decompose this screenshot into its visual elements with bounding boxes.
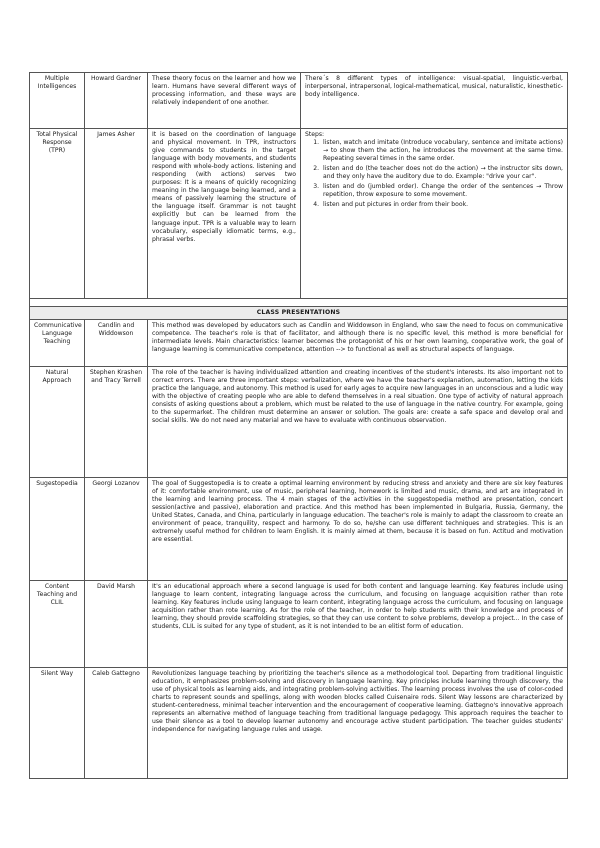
method-name: Natural Approach (30, 367, 85, 478)
method-author: Howard Gardner (85, 73, 148, 129)
steps-label: Steps: (305, 131, 325, 138)
method-name: Communicative Language Teaching (30, 320, 85, 367)
method-description: The role of the teacher is having individualized attention and creating incentives of the student's interests. Its also important not to correct errors. There are three important steps: verbalization, where we have the teacher's explanation, automation, letting the kids practice the language, and autonomy. This method is used for early ages to acquire new languages in an unconscious and a ludic way with the objective of creating people who are able to defend themselves in a real situation. One type of activity of natural approach consists of asking questions about a problem, which must be related to the use of language in the native country. For example, going to the supermarket. The children must determine an answer or solution. The goals are: create a safe space and develop oral and social skills. We do not need any material and we have to evaluate with continuous observation. (148, 367, 568, 478)
method-author: Candlin and Widdowson (85, 320, 148, 367)
method-name: Content Teaching and CLIL (30, 581, 85, 668)
method-notes: There´s 8 different types of intelligence: visual-spatial, linguistic-verbal, interpersonal, intrapersonal, logical-mathematical, musical, naturalistic, kinesthetic-body intelligence. (301, 73, 568, 129)
table-row (30, 73, 568, 129)
table-row (30, 367, 568, 478)
method-name: Silent Way (30, 668, 85, 779)
method-steps (301, 129, 568, 299)
method-name: Sugestopedia (30, 478, 85, 581)
list-item: 1. listen, watch and imitate (Introduce vocabulary, sentence and imitate actions) → to show them the action, he introduces the movement at the same time. Repeating several times in the same order. (321, 139, 563, 163)
spacer-cell (30, 299, 568, 307)
method-author: Caleb Gattegno (85, 668, 148, 779)
section-row (30, 307, 568, 320)
method-description: It is based on the coordination of language and physical movement. In TPR, instructors give commands to students in the target language with body movements, and students respond with whole-body actions. listening and responding (with actions) serves two purposes: It is a means of quickly recognizing meaning in the language being learned, and a means of passively learning the structure of the language itself. Grammar is not taught explicitly but can be learned from the language input. TPR is a valuable way to learn vocabulary, especially idiomatic terms, e.g., phrasal verbs. (148, 129, 301, 299)
method-author: Georgi Lozanov (85, 478, 148, 581)
spacer-row (30, 299, 568, 307)
table-row (30, 320, 568, 367)
steps-list (305, 139, 563, 209)
table-row (30, 668, 568, 779)
list-item: 4. listen and put pictures in order from their book. (321, 201, 563, 209)
method-author: James Asher (85, 129, 148, 299)
list-item: 2. listen and do (the teacher does not do the action) → the instructor sits down, and they only have the auditory due to do. Example: "drive your car". (321, 165, 563, 181)
method-description: This method was developed by educators such as Candlin and Widdowson in England, who saw the need to focus on communicative competence. The teacher's role is that of facilitator, and although there is no specific level, this method is more beneficial for intermediate levels. Main characteristics: learner becomes the protagonist of his or her own learning, cooperative work, the goal of language learning is communicative competence, attention --> to functional as well as structural aspects of language. (148, 320, 568, 367)
method-name: Total Physical Response (TPR) (30, 129, 85, 299)
method-description: Revolutionizes language teaching by prioritizing the teacher's silence as a methodological tool. Departing from traditional linguistic education, it emphasizes problem-solving and discovery in language learning. Key principles include learning through discovery, the use of physical tools as learning aids, and integrating problem-solving activities. The learning process involves the use of color-coded charts to represent sounds and spellings, along with wooden blocks called Cuisenaire rods. Silent Way lessons are characterized by student-centeredness, minimal teacher intervention and the encouragement of cooperative learning. Gattegno's innovative approach represents an alternative method of language teaching from traditional language pedagogy. This approach requires the teacher to use their silence as a tool to develop learner autonomy and encourage active student participation. The teacher guides students' independence for navigating language rules and usage. (148, 668, 568, 779)
method-name: Multiple Intelligences (30, 73, 85, 129)
table-row (30, 129, 568, 299)
methods-table (29, 72, 568, 779)
method-description: It's an educational approach where a second language is used for both content and language learning. Key features include using language to learn content, integrating language across the curriculum, and focusing on language acquisition rather than rote learning. Key features include using language to learn content, integrating language across the curriculum, and focusing on language acquisition rather than rote learning. As for the role of the teacher, in order to help students with their knowledge and process of learning, they should provide scaffolding strategies, so that they can use content to solve problems, develop a project... In the case of students, CLIL is suited for any type of student, as it is not intended to be an elitist form of education. (148, 581, 568, 668)
table-row (30, 478, 568, 581)
method-description: The goal of Suggestopedia is to create a optimal learning environment by reducing stress and anxiety and there are six key features of it: comfortable environment, use of music, peripheral learning, homework is limited and music, drama, and art are integrated in the learning and learning process. The 4 main stages of the activities in the suggestopedia method are presentation, concert session(active and passive), elaboration and practice. And this method has been implemented in Bulgaria, Russia, Germany, the United States, Canada, and China, particularly in language education. The teacher's role is mainly to adapt the classroom to create an environment of peace, tranquility, respect and harmony. To do so, he/she can use different techniques and strategies. This is an extremely useful method for children to learn English. It is mainly aimed at them, because it is based on fun. Actitud and motivation are essential. (148, 478, 568, 581)
table-row (30, 581, 568, 668)
list-item: 3. listen and do (jumbled order). Change the order of the sentences → Throw repetition, throw exposure to some movement. (321, 183, 563, 199)
method-description: These theory focus on the learner and how we learn. Humans have several different ways of processing information, and these ways are relatively independent of one another. (148, 73, 301, 129)
method-author: Stephen Krashen and Tracy Terrell (85, 367, 148, 478)
method-author: David Marsh (85, 581, 148, 668)
section-title: CLASS PRESENTATIONS (30, 307, 568, 320)
